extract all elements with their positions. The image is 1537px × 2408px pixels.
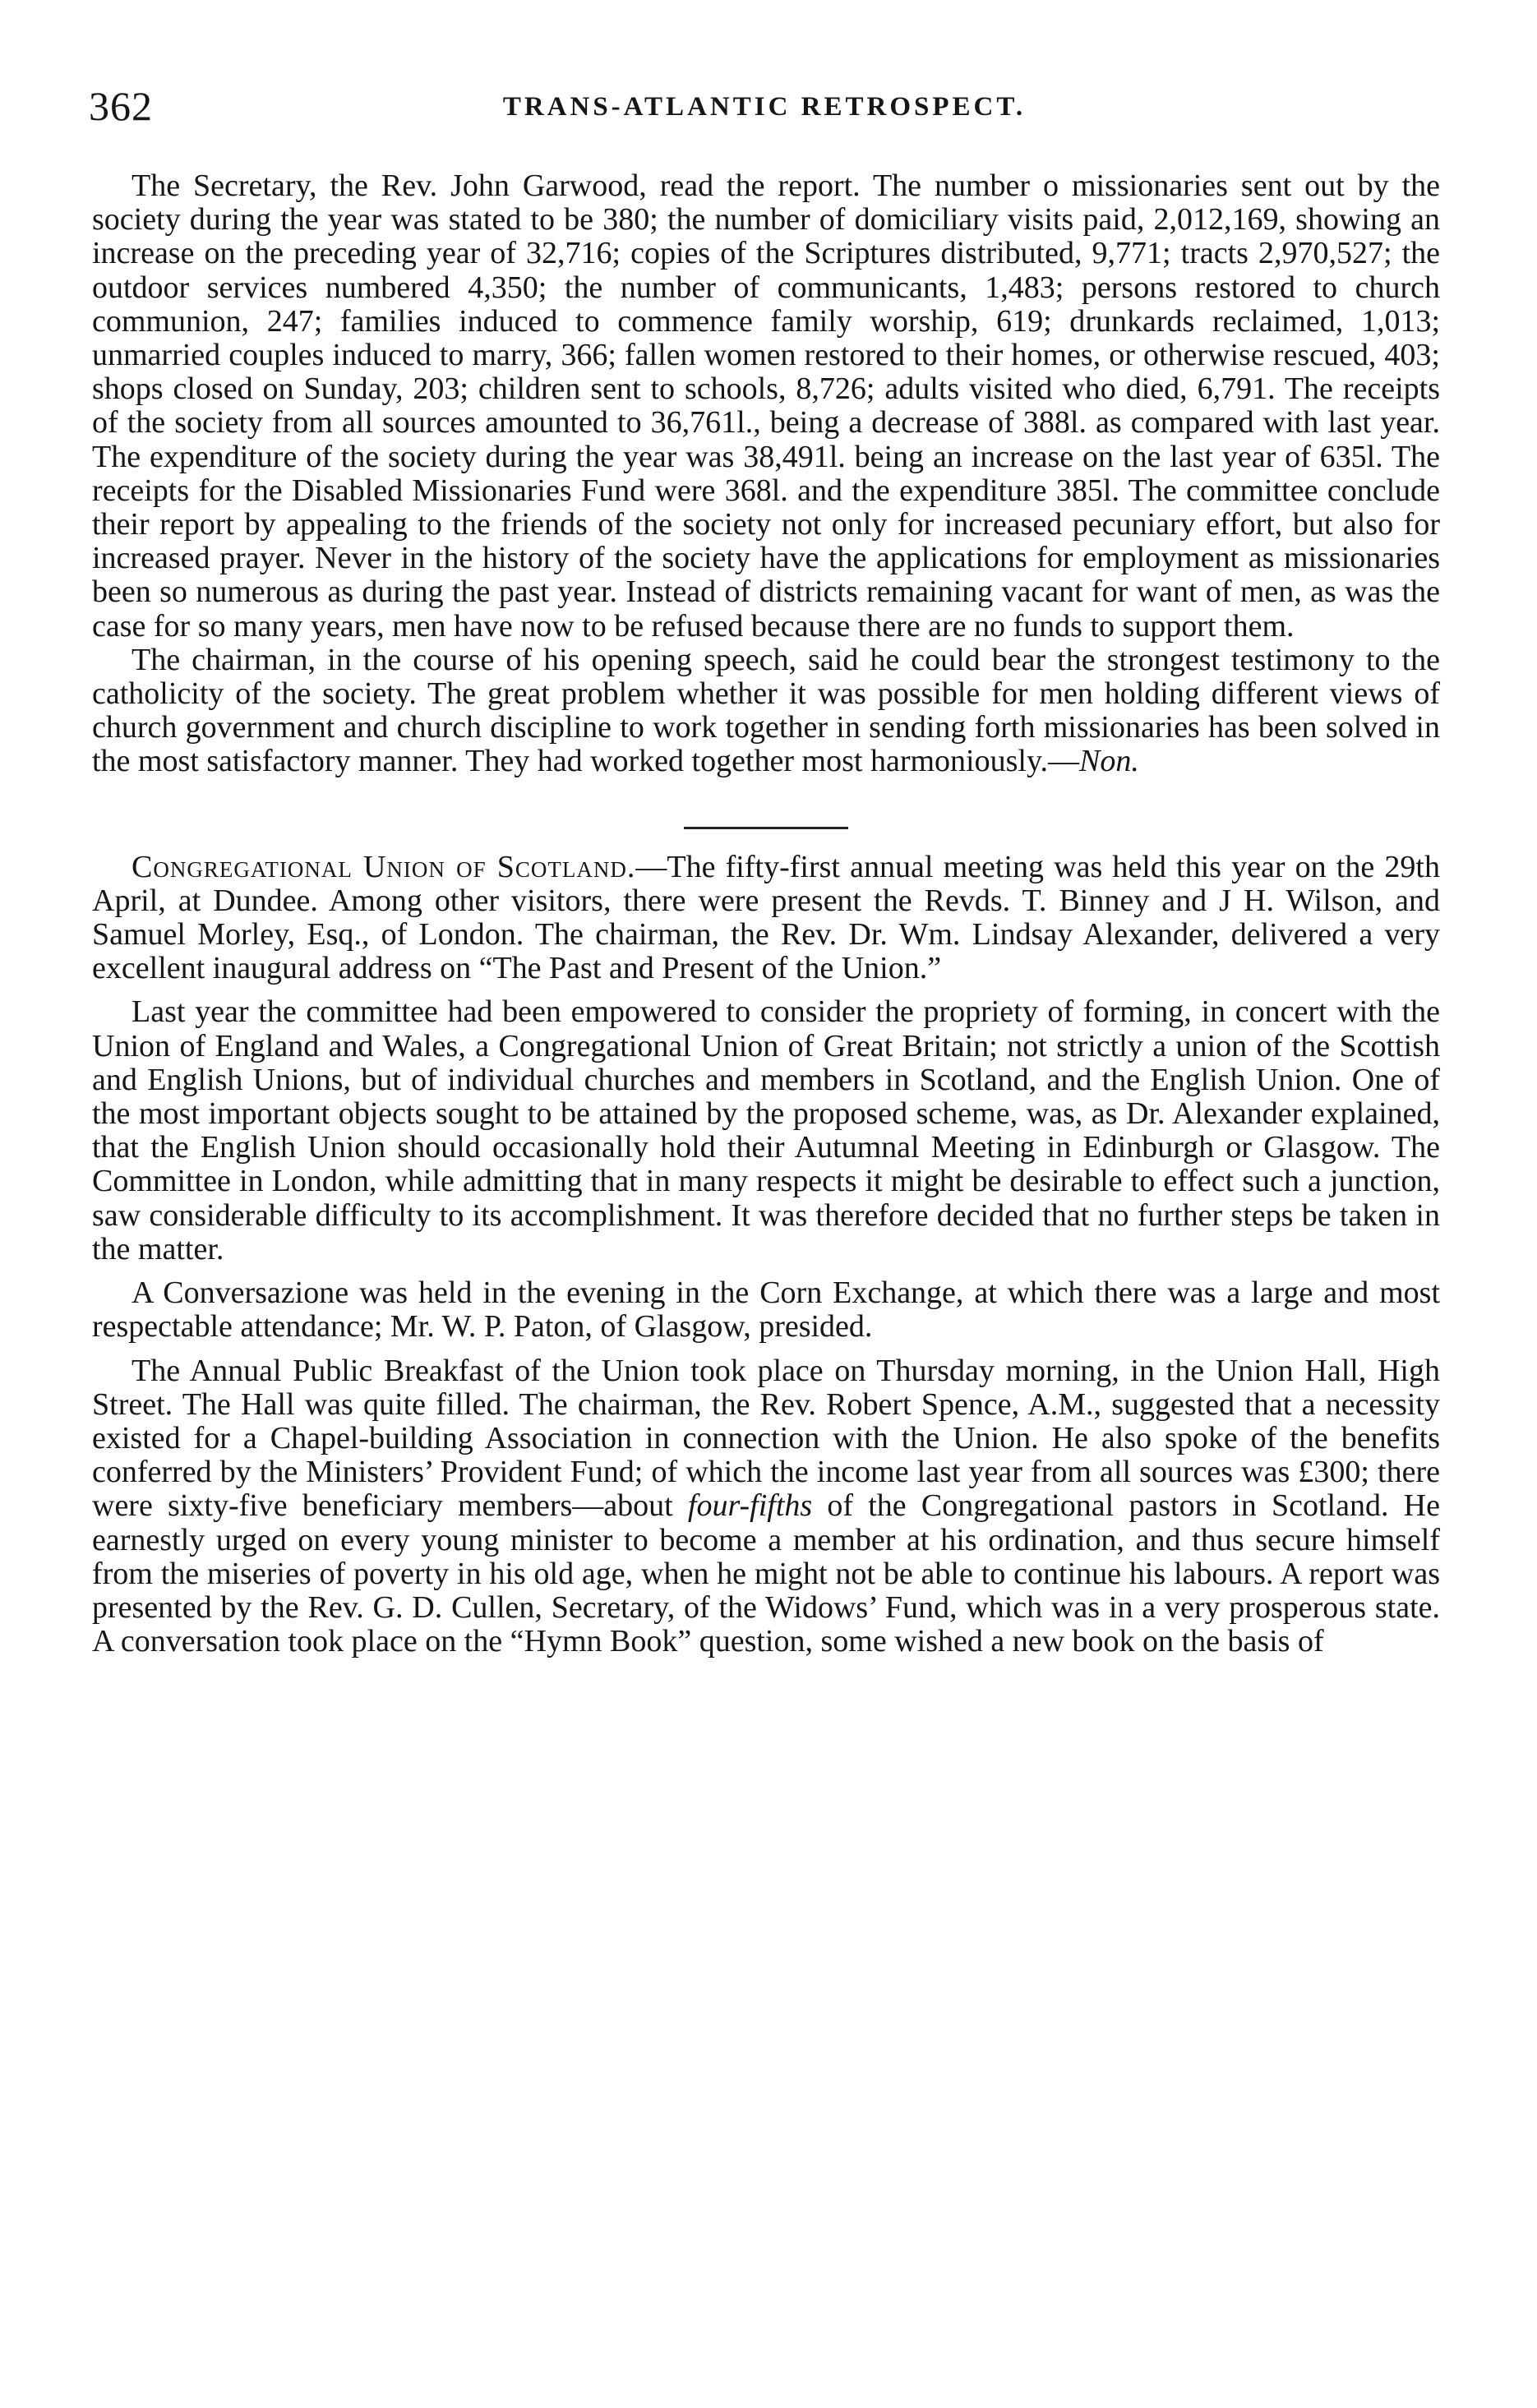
paragraph-chairman — [92, 644, 1440, 779]
paragraph-union-intro-text: —The fifty-first annual meeting was held this year on the 29th April, at Dundee. Among other visitors, there were present the Revds. T. Binney and J H. Wilson, and Samuel Morley, Esq., of London. The chairman, the Rev. Dr. Wm. Lindsay Alexander, delivered a very excellent inaugural address on “The Past and Present of the Union.” — [92, 849, 1440, 986]
italic-fraction: four-fifths — [687, 1488, 813, 1524]
signature: Non. — [1078, 744, 1139, 779]
running-title: TRANS-ATLANTIC RETROSPECT. — [502, 92, 1027, 122]
paragraph-breakfast-text-a: The Annual Public Breakfast of the Union took place on Thursday morning, in the Union Hall, High Street. The Hall was quite filled. The chairman, the Rev. Robert Spence, A.M., suggested that a necessity existed for a Chapel-building Association in connection with the Union. He also spoke of the benefits conferred by the Ministers’ Provident Fund; of which the income last year from all sources was £300; there were sixty-five beneficiary members—about — [92, 1353, 1440, 1524]
page-number: 362 — [89, 83, 153, 129]
paragraph-breakfast-text-b: of the Congregational pastors in Scotland. He earnestly urged on every young minister to become a member at his ordination, and thus secure himself from the miseries of poverty in his old age, when he might not be able to continue his labours. A report was presented by the Rev. G. D. Cullen, Secretary, of the Widows’ Fund, which was in a very prosperous state. A conversation took place on the “Hymn Book” question, some wished a new book on the basis of — [92, 1488, 1440, 1659]
paragraph-union-intro — [92, 851, 1440, 986]
paragraph-report: The Secretary, the Rev. John Garwood, read the report. The number o missionaries sent out by the society during the year was stated to be 380; the number of domiciliary visits paid, 2,012,169, showing an increase on the preceding year of 32,716; copies of the Scriptures distributed, 9,771; tracts 2,970,527; the outdoor services numbered 4,350; the number of communicants, 1,483; persons restored to church communion, 247; families induced to commence family worship, 619; drunkards reclaimed, 1,013; unmarried couples induced to marry, 366; fallen women restored to their homes, or otherwise rescued, 403; shops closed on Sunday, 203; children sent to schools, 8,726; adults visited who died, 6,791. The receipts of the society from all sources amounted to 36,761l., being a decrease of 388l. as compared with last year. The expenditure of the society during the year was 38,491l. being an increase on the last year of 635l. The receipts for the Disabled Missionaries Fund were 368l. and the expenditure 385l. The committee conclude their report by appealing to the friends of the society not only for increased pecuniary effort, but also for increased prayer. Never in the history of the society have the applications for employment as missionaries been so numerous as during the past year. Instead of districts remaining vacant for want of men, as was the case for so many years, men have now to be refused because there are no funds to support them. — [92, 168, 1440, 644]
paragraph-breakfast — [92, 1354, 1440, 1659]
paragraph-chairman-text: The chairman, in the course of his opening speech, said he could bear the strongest testimony to the catholicity of the society. The great problem whether it was possible for men holding different views of church government and church discipline to work together in sending forth missionaries has been solved in the most satisfactory manner. They had worked together most harmoniously.— — [92, 642, 1440, 779]
article-body — [92, 169, 1440, 1658]
section-heading: Congregational Union of Scotland. — [132, 849, 636, 884]
page-header — [89, 82, 1440, 141]
paragraph-conversazione: A Conversazione was held in the evening in the Corn Exchange, at which there was a large and most respectable attendance; Mr. W. P. Paton, of Glasgow, presided. — [92, 1276, 1440, 1345]
paragraph-committee: Last year the committee had been empowered to consider the propriety of forming, in concert with the Union of England and Wales, a Congregational Union of Great Britain; not strictly a union of the Scottish and English Unions, but of individual churches and members in Scotland, and the English Union. One of the most important objects sought to be attained by the proposed scheme, was, as Dr. Alexander explained, that the English Union should occasionally hold their Autumnal Meeting in Edinburgh or Glasgow. The Committee in London, while admitting that in many respects it might be desirable to effect such a junction, saw considerable difficulty to its accomplishment. It was therefore decided that no further steps be taken in the matter. — [92, 994, 1440, 1266]
section-divider — [684, 827, 848, 829]
